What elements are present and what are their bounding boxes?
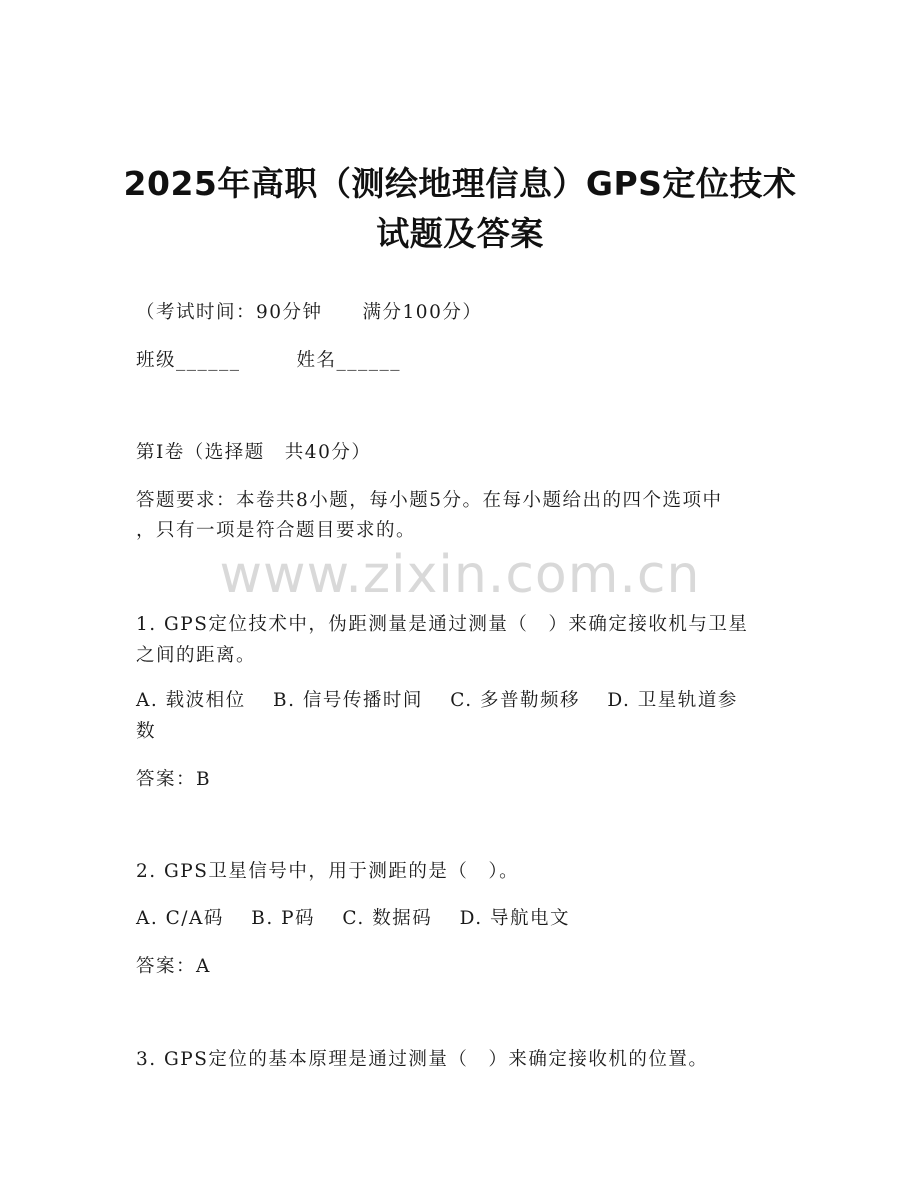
question-2-answer: 答案：A [136,956,211,977]
instructions-line-1: 答题要求：本卷共8小题，每小题5分。在每小题给出的四个选项中 [136,490,723,511]
question-1-stem-line-2: 之间的距离。 [136,645,257,666]
question-3-stem: 3. GPS定位的基本原理是通过测量（ ）来确定接收机的位置。 [136,1049,709,1070]
exam-info: （考试时间：90分钟 满分100分） [136,302,483,323]
question-2-stem: 2. GPS卫星信号中，用于测距的是（ ）。 [136,861,520,882]
question-1-answer: 答案：B [136,769,212,790]
name-field: 姓名______ [296,350,402,371]
title-line-2: 试题及答案 [376,214,544,253]
title-line-1: 2025年高职（测绘地理信息）GPS定位技术 [123,164,797,203]
student-fields [136,346,796,376]
class-field: 班级______ [136,350,241,371]
instructions-line-2: ，只有一项是符合题目要求的。 [136,520,417,541]
section-title: 第I卷（选择题 共40分） [136,442,372,463]
question-2-options: A. C/A码 B. P码 C. 数据码 D. 导航电文 [136,908,571,929]
question-1-stem-line-1: 1. GPS定位技术中，伪距测量是通过测量（ ）来确定接收机与卫星 [136,614,749,635]
question-1-options-line-2: 数 [136,721,157,742]
question-1-options-line-1: A. 载波相位 B. 信号传播时间 C. 多普勒频移 D. 卫星轨道参 [136,690,738,711]
watermark-text: www.zixin.com.cn [219,545,701,605]
